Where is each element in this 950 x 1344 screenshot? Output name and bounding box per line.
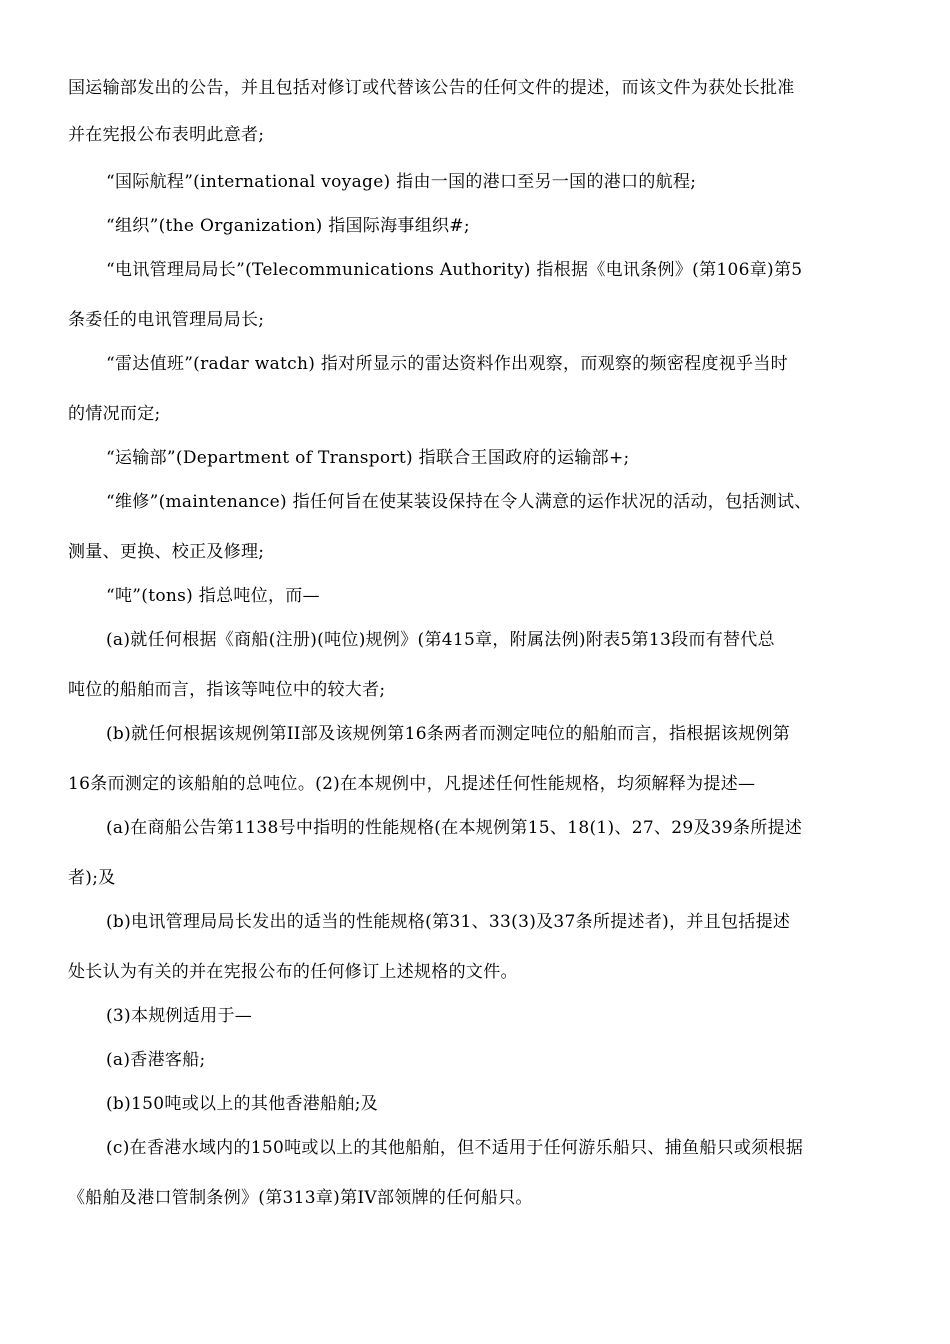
text-line: 的情况而定; — [68, 404, 161, 424]
text-line: “吨”(tons) 指总吨位，而— — [106, 586, 320, 606]
text-line: (a)在商船公告第1138号中指明的性能规格(在本规例第15、18(1)、27、29及39条所提述 — [106, 818, 803, 838]
text-line: “组织”(the Organization) 指国际海事组织#; — [106, 216, 470, 236]
text-line: “维修”(maintenance) 指任何旨在使某装设保持在令人满意的运作状况的活动，包括测试、 — [106, 492, 812, 512]
text-line: (3)本规例适用于— — [106, 1006, 253, 1026]
text-line: 16条而测定的该船舶的总吨位。(2)在本规例中，凡提述任何性能规格，均须解释为提述— — [68, 774, 756, 794]
text-line: (a)就任何根据《商船(注册)(吨位)规例》(第415章，附属法例)附表5第13段而有替代总 — [106, 630, 775, 650]
text-line: (b)电讯管理局局长发出的适当的性能规格(第31、33(3)及37条所提述者)，并且包括提述 — [106, 912, 791, 932]
text-line: 吨位的船舶而言，指该等吨位中的较大者; — [68, 680, 386, 700]
text-line: “国际航程”(international voyage) 指由一国的港口至另一国的港口的航程; — [106, 172, 697, 192]
text-line: 并在宪报公布表明此意者; — [68, 125, 265, 145]
text-line: “电讯管理局局长”(Telecommunications Authority) 指根据《电讯条例》(第106章)第5 — [106, 260, 803, 280]
text-line: “雷达值班”(radar watch) 指对所显示的雷达资料作出观察，而观察的频密程度视乎当时 — [106, 354, 788, 374]
text-line: 处长认为有关的并在宪报公布的任何修订上述规格的文件。 — [68, 962, 518, 982]
text-line: (a)香港客船; — [106, 1050, 206, 1070]
text-line: 条委任的电讯管理局局长; — [68, 310, 265, 330]
text-line: (c)在香港水域内的150吨或以上的其他船舶，但不适用于任何游乐船只、捕鱼船只或须根据 — [106, 1138, 804, 1158]
text-line: 测量、更换、校正及修理; — [68, 542, 265, 562]
text-line: 国运输部发出的公告，并且包括对修订或代替该公告的任何文件的提述，而该文件为获处长批准 — [68, 78, 795, 98]
text-line: (b)150吨或以上的其他香港船舶;及 — [106, 1094, 379, 1114]
text-line: (b)就任何根据该规例第II部及该规例第16条两者而测定吨位的船舶而言，指根据该规例第 — [106, 724, 791, 744]
text-line: 者);及 — [68, 868, 116, 888]
text-line: “运输部”(Department of Transport) 指联合王国政府的运输部+; — [106, 448, 630, 468]
text-line: 《船舶及港口管制条例》(第313章)第IV部领牌的任何船只。 — [68, 1188, 533, 1208]
